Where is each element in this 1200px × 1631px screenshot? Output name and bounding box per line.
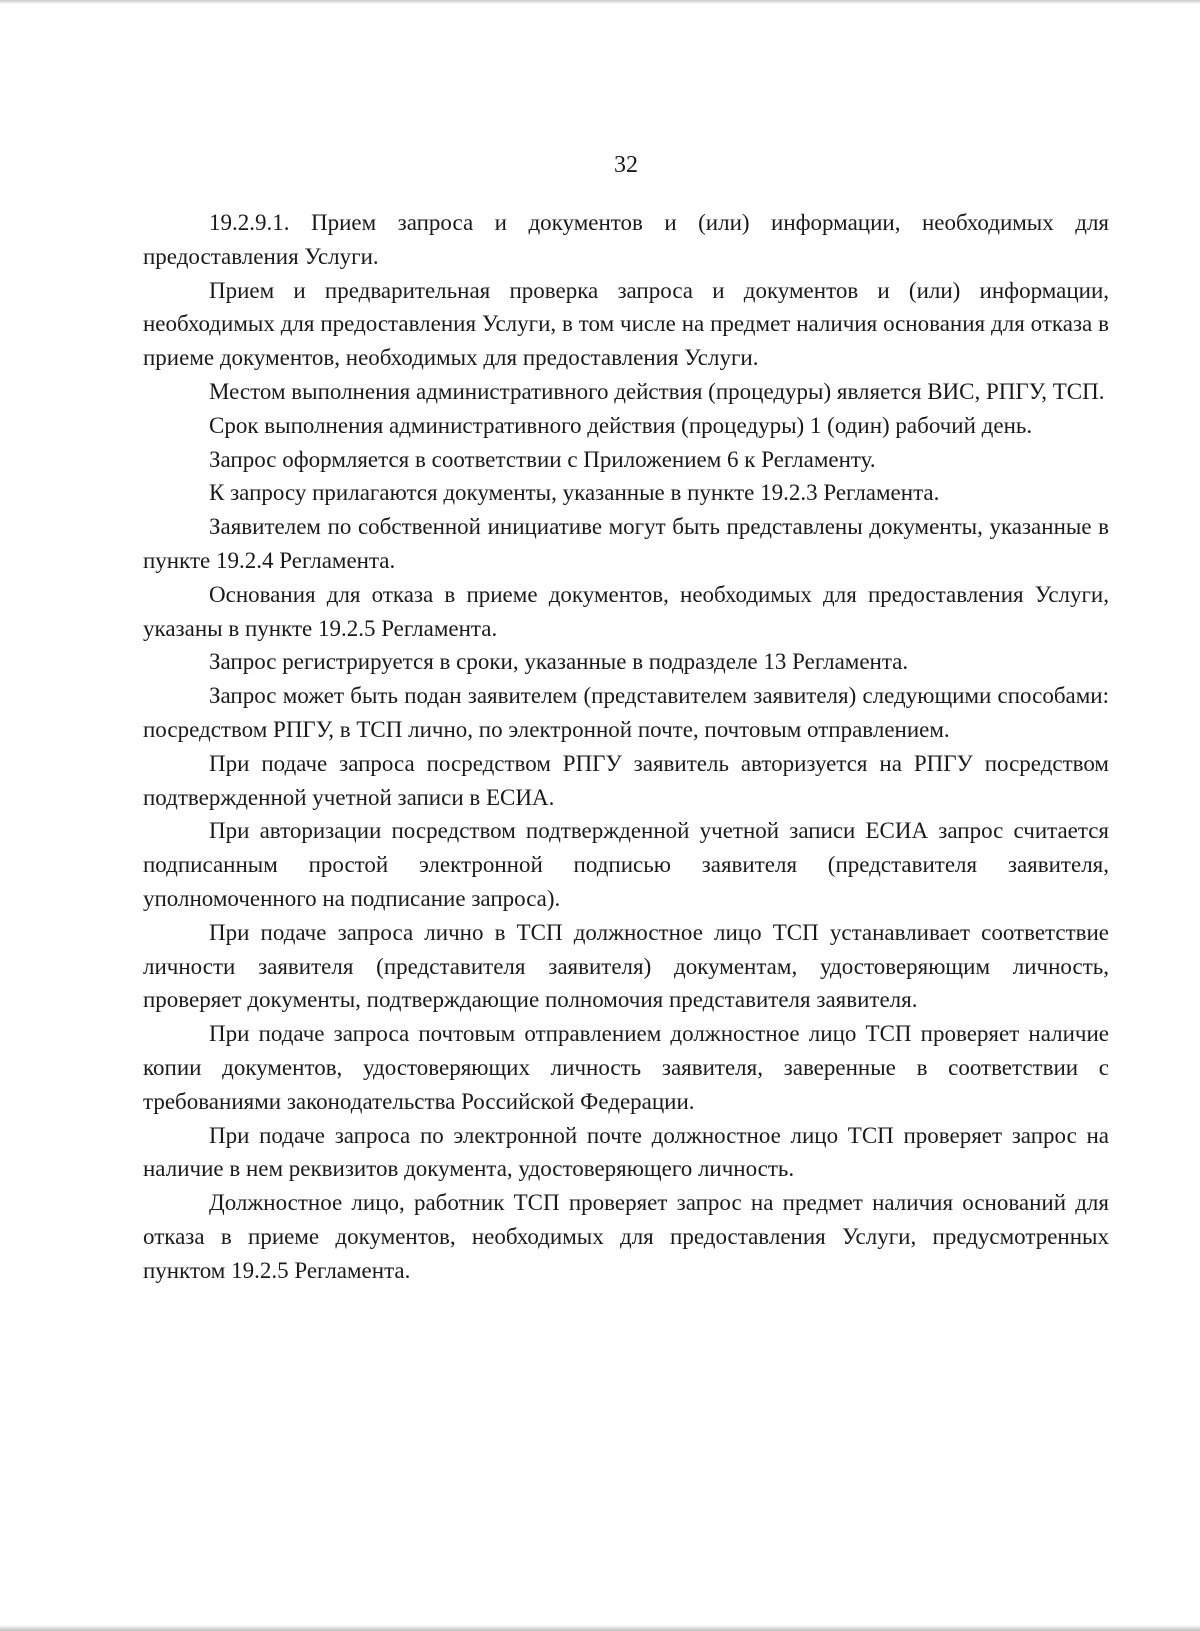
paragraph: При подаче запроса по электронной почте должностное лицо ТСП проверяет запрос на наличие в нем реквизитов документа, удостоверяющего личность. (143, 1122, 1109, 1182)
paragraph: Основания для отказа в приеме документов, необходимых для предоставления Услуги, указаны в пункте 19.2.5 Регламента. (143, 581, 1109, 641)
paragraph: Запрос регистрируется в сроки, указанные в подразделе 13 Регламента. (209, 649, 909, 675)
paragraph: Запрос оформляется в соответствии с Приложением 6 к Регламенту. (209, 446, 876, 472)
paragraph: Заявителем по собственной инициативе могут быть представлены документы, указанные в пункте 19.2.4 Регламента. (143, 514, 1109, 573)
page-number: 32 (614, 152, 638, 178)
scan-edge-bottom (0, 1625, 1200, 1631)
paragraph: Запрос может быть подан заявителем (представителем заявителя) следующими способами: посредством РПГУ, в ТСП лично, по электронной почте, почтовым отправлением. (143, 683, 1109, 742)
paragraph: При авторизации посредством подтвержденной учетной записи ЕСИА запрос считается подписанным простой электронной подписью заявителя (представителя заявителя, уполномоченного на подписание запроса). (143, 818, 1109, 911)
paragraph: Срок выполнения административного действия (процедуры) 1 (один) рабочий день. (209, 412, 1033, 438)
paragraph: При подаче запроса почтовым отправлением должностное лицо ТСП проверяет наличие копии документов, удостоверяющих личность заявителя, заверенные в соответствии с требованиями законодательства Российской Федерации. (143, 1021, 1109, 1114)
paragraph: При подаче запроса посредством РПГУ заявитель авторизуется на РПГУ посредством подтвержденной учетной записи в ЕСИА. (143, 750, 1109, 810)
paragraph: При подаче запроса лично в ТСП должностное лицо ТСП устанавливает соответствие личности заявителя (представителя заявителя) документам, удостоверяющим личность, проверяет документы, подтверждающие полномочия представителя заявителя. (143, 919, 1109, 1013)
paragraph: К запросу прилагаются документы, указанные в пункте 19.2.3 Регламента. (209, 480, 940, 506)
paragraph: Прием и предварительная проверка запроса и документов и (или) информации, необходимых для предоставления Услуги, в том числе на предмет наличия основания для отказа в приеме документов, необходимых для предоставления Услуги. (143, 277, 1109, 371)
paragraph-section-heading: 19.2.9.1. Прием запроса и документов и (или) информации, необходимых для предоставления Услуги. (143, 210, 1109, 269)
paragraph: Местом выполнения административного действия (процедуры) является ВИС, РПГУ, ТСП. (209, 378, 1105, 404)
scan-edge-top (0, 0, 1200, 4)
body-text (143, 206, 1109, 1288)
paragraph: Должностное лицо, работник ТСП проверяет запрос на предмет наличия оснований для отказа в приеме документов, необходимых для предоставления Услуги, предусмотренных пунктом 19.2.5 Регламента. (143, 1190, 1109, 1283)
